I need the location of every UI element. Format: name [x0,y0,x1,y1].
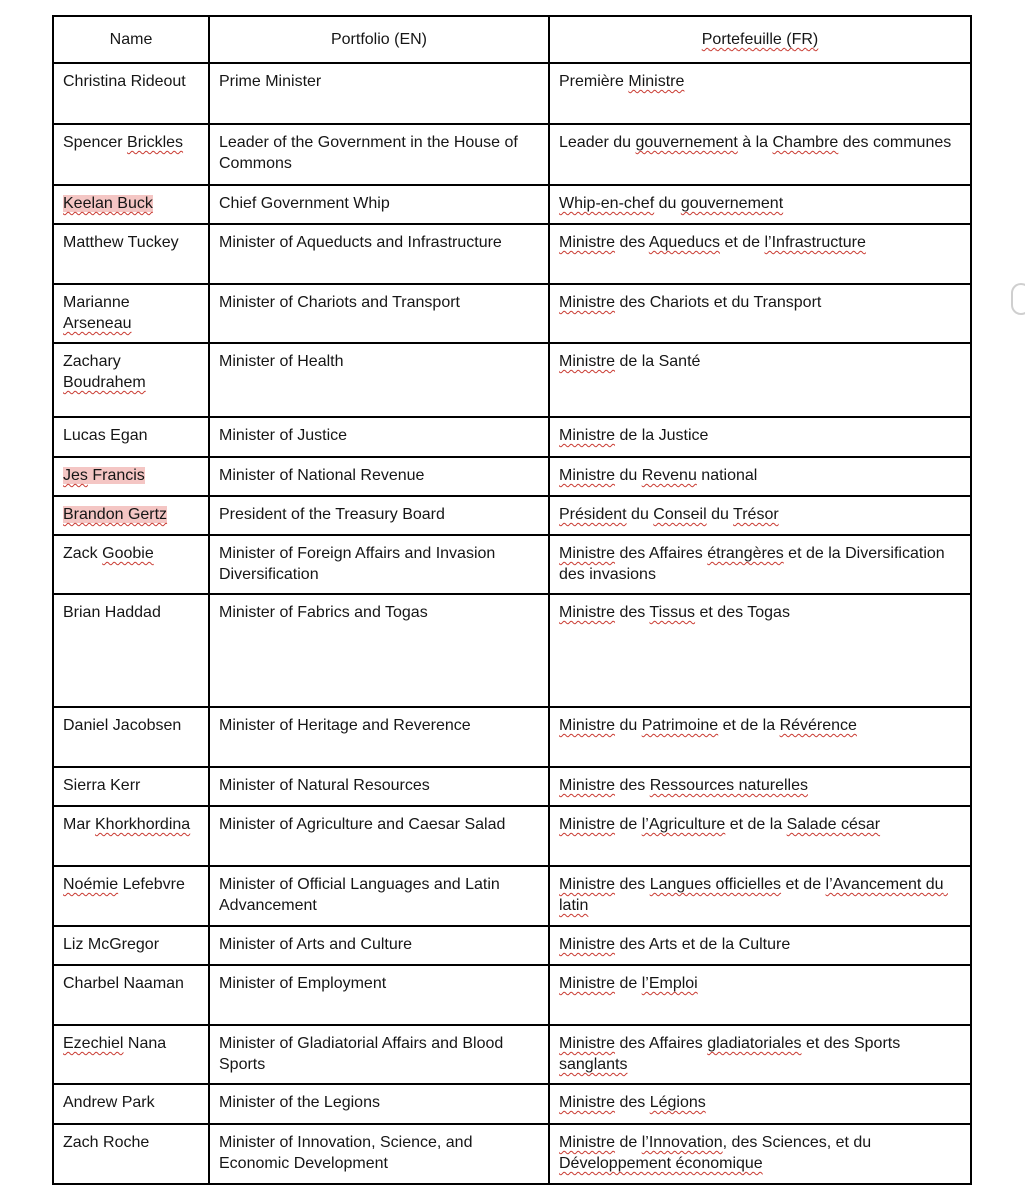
misspelled-text: Conseil [653,506,707,523]
table-row [53,926,971,965]
text-segment: Christina Rideout [63,73,186,90]
text-segment: Daniel Jacobsen [63,717,182,734]
text-segment: de la Justice [615,427,709,444]
misspelled-text: Ministre [559,1035,616,1052]
name-cell[interactable] [53,284,209,343]
text-segment: Minister of Aqueducts and Infrastructure [219,234,502,251]
name-cell[interactable] [53,124,209,185]
scrollbar-thumb[interactable] [1011,283,1025,315]
portfolio-en-cell[interactable] [209,767,549,806]
portfolio-fr-cell[interactable] [549,926,971,965]
misspelled-text: Ministre [559,294,616,311]
text-segment: du [615,717,642,734]
name-cell[interactable] [53,594,209,707]
text-segment: Chief Government Whip [219,195,390,212]
portfolio-fr-cell[interactable] [549,1124,971,1184]
text-segment: Portfolio (EN) [330,30,428,48]
text-segment: Minister of Justice [219,427,348,444]
portfolio-en-cell[interactable] [209,594,549,707]
misspelled-text: l’Innovation [641,1134,723,1151]
portfolio-en-cell[interactable] [209,417,549,457]
misspelled-text: Salade césar [786,816,881,833]
portfolio-fr-cell[interactable] [549,707,971,767]
text-segment: Nana [123,1035,167,1052]
text-segment: Minister of Health [219,353,344,370]
portfolio-en-cell[interactable] [209,806,549,866]
text-segment: des [615,1094,650,1111]
table-row [53,1084,971,1124]
text-segment: de [615,816,642,833]
text-segment: des Arts et de la Culture [615,936,791,953]
text-segment: et de [781,876,826,893]
misspelled-text: Aqueducs [648,234,720,251]
name-cell[interactable] [53,1025,209,1084]
portfolio-fr-cell[interactable] [549,124,971,185]
portfolio-en-cell[interactable] [209,866,549,926]
misspelled-text: Ministre [559,717,616,734]
text-segment: des communes [838,134,952,151]
name-cell[interactable] [53,63,209,124]
text-segment: et de [720,234,765,251]
text-segment: Zach Roche [63,1134,150,1151]
text-segment: de [615,1134,642,1151]
name-cell[interactable] [53,417,209,457]
misspelled-text: Révérence [779,717,857,734]
text-segment: Liz McGregor [63,936,160,953]
portfolio-fr-cell[interactable] [549,965,971,1025]
misspelled-text: Ministre [559,936,616,953]
misspelled-text: gladiatoriales [707,1035,802,1052]
portfolio-fr-cell[interactable] [549,63,971,124]
name-cell[interactable] [53,767,209,806]
text-segment: Mar [63,816,95,833]
misspelled-text: Patrimoine [641,717,719,734]
portfolio-en-cell[interactable] [209,63,549,124]
text-segment: Minister of Natural Resources [219,777,430,794]
text-segment: , des Sciences, et du [722,1134,876,1151]
misspelled-text: Noémie [63,876,119,893]
cabinet-table [52,15,972,1185]
text-segment: Andrew Park [63,1094,155,1111]
misspelled-text: Ministre [559,545,616,562]
portfolio-en-cell[interactable] [209,965,549,1025]
misspelled-text: Ministre [559,816,616,833]
header-row [53,16,971,63]
text-segment: et de la [718,717,780,734]
text-segment: Matthew Tuckey [63,234,179,251]
text-segment: Minister of Heritage and Reverence [219,717,471,734]
portfolio-en-cell[interactable] [209,496,549,535]
table-row [53,1025,971,1084]
highlighted-text: Brandon Gertz [63,506,168,523]
portfolio-en-cell[interactable] [209,707,549,767]
text-segment: Minister of National Revenue [219,467,425,484]
text-segment: Leader of the Government in the House of Commons [219,134,523,173]
table-row [53,496,971,535]
misspelled-text: l’Emploi [641,975,698,992]
text-segment: Spencer [63,134,128,151]
portfolio-en-cell[interactable] [209,124,549,185]
misspelled-text: Ministre [559,467,616,484]
misspelled-text: Ressources naturelles [649,777,808,794]
portfolio-en-cell[interactable] [209,457,549,496]
text-segment: des [615,777,650,794]
text-segment: Minister of the Legions [219,1094,380,1111]
portfolio-fr-cell[interactable] [549,535,971,594]
misspelled-text: Ezechiel [63,1035,124,1052]
misspelled-text: Khorkhordina [95,816,191,833]
text-segment: Minister of Chariots and Transport [219,294,460,311]
portfolio-en-cell[interactable] [209,535,549,594]
misspelled-text: Arseneau [63,315,132,333]
table-row [53,124,971,185]
misspelled-text: Ministre [628,73,685,90]
text-segment: de [615,975,642,992]
portfolio-fr-cell[interactable] [549,417,971,457]
misspelled-text: gouvernement [680,195,784,212]
portfolio-en-cell[interactable] [209,1124,549,1184]
name-cell[interactable] [53,457,209,496]
misspelled-text: Ministre [559,876,616,893]
misspelled-text: Trésor [733,506,779,523]
text-segment: du [654,195,681,212]
text-segment: Minister of Official Languages and Latin Advancement [219,876,504,915]
name-cell[interactable] [53,343,209,417]
table-row [53,1124,971,1184]
table-row [53,63,971,124]
text-segment: Lefebvre [118,876,185,893]
portfolio-fr-cell[interactable] [549,1025,971,1084]
misspelled-text: Goobie [102,545,154,562]
table-body [53,63,971,1184]
text-segment: du [626,506,654,523]
text-segment: President of the Treasury Board [219,506,445,523]
misspelled-text: Ministre [559,777,616,794]
misspelled-text: l’Infrastructure [764,234,866,251]
table-row [53,806,971,866]
text-segment: Minister of Agriculture and Caesar Salad [219,816,506,833]
text-segment: des [615,604,650,621]
text-segment: Minister of Foreign Affairs and Invasion Diversification [219,545,500,584]
text-segment: Zachary [63,353,126,370]
portfolio-fr-cell[interactable] [549,284,971,343]
text-segment: du [615,467,642,484]
portfolio-en-cell[interactable] [209,1025,549,1084]
misspelled-text: Chambre [772,134,839,151]
text-segment: Minister of Employment [219,975,387,992]
portfolio-en-cell[interactable] [209,926,549,965]
portfolio-fr-cell[interactable] [549,866,971,926]
misspelled-text: l’Agriculture [641,816,726,833]
table-row [53,417,971,457]
table-row [53,185,971,224]
portfolio-fr-cell[interactable] [549,224,971,284]
portfolio-en-cell[interactable] [209,1084,549,1124]
table-row [53,866,971,926]
table-header [53,16,971,63]
table-row [53,767,971,806]
text-segment: des Affaires [615,1035,708,1052]
portfolio-fr-cell[interactable] [549,457,971,496]
portfolio-fr-cell[interactable] [549,767,971,806]
table-row [53,535,971,594]
name-cell[interactable] [53,965,209,1025]
misspelled-text: Ministre [559,604,616,621]
name-cell[interactable] [53,1084,209,1124]
table-row [53,343,971,417]
misspelled-text: Portefeuille (FR) [701,30,819,48]
text-segment: Minister of Gladiatorial Affairs and Blood Sports [219,1035,508,1074]
portfolio-fr-cell[interactable] [549,806,971,866]
column-header[interactable] [549,16,971,63]
misspelled-text: sanglants [559,1056,628,1074]
name-cell[interactable] [53,806,209,866]
text-segment: des [615,234,649,251]
name-cell[interactable] [53,496,209,535]
misspelled-text: Ministre [559,234,616,251]
misspelled-text: Whip-en-chef [559,195,655,212]
misspelled-text: Ministre [559,1094,616,1111]
table-row [53,707,971,767]
text-segment: Brian Haddad [63,604,161,621]
text-segment: des Affaires [615,545,708,562]
misspelled-text: Tissus [649,604,696,621]
text-segment: et des Sports [801,1035,905,1052]
table-row [53,965,971,1025]
name-cell[interactable] [53,926,209,965]
misspelled-text: Brickles [127,134,184,151]
misspelled-text: Boudrahem [63,374,146,392]
portfolio-en-cell[interactable] [209,343,549,417]
text-segment: des [615,876,650,893]
text-segment: et de la [725,816,787,833]
highlighted-text: Keelan Buck [63,195,153,212]
misspelled-text: Revenu [641,467,697,484]
portfolio-fr-cell[interactable] [549,1084,971,1124]
text-segment: Name [109,30,153,48]
name-cell[interactable] [53,535,209,594]
text-segment: des Chariots et du Transport [615,294,822,311]
column-header[interactable] [209,16,549,63]
text-segment: Minister of Arts and Culture [219,936,412,953]
text-segment: Lucas Egan [63,427,148,444]
misspelled-text: Développement économique [559,1155,763,1173]
text-segment: Première [559,73,629,90]
portfolio-en-cell[interactable] [209,185,549,224]
highlighted-text: Francis [87,467,145,484]
text-segment: de la Santé [615,353,701,370]
name-cell[interactable] [53,1124,209,1184]
text-segment: Minister of Fabrics and Togas [219,604,428,621]
portfolio-fr-cell[interactable] [549,496,971,535]
text-segment: Leader du [559,134,636,151]
misspelled-text: Langues officielles [649,876,782,893]
misspelled-text: Ministre [559,353,616,370]
text-segment: Marianne [63,294,134,311]
table-row [53,457,971,496]
text-segment: et des Togas [695,604,790,621]
name-cell[interactable] [53,866,209,926]
text-segment: Sierra Kerr [63,777,141,794]
misspelled-text: Ministre [559,427,616,444]
misspelled-text: gouvernement [635,134,738,151]
name-cell[interactable] [53,185,209,224]
portfolio-en-cell[interactable] [209,224,549,284]
text-segment: Prime Minister [219,73,322,90]
misspelled-text: Légions [649,1094,706,1111]
text-segment: du [706,506,734,523]
portfolio-en-cell[interactable] [209,284,549,343]
text-segment: et de la Diversification des invasions [559,545,950,584]
misspelled-text: l’Avancement du latin [559,876,948,915]
highlighted-text: Jes [63,467,88,484]
table-row [53,284,971,343]
table-row [53,594,971,707]
misspelled-text: Ministre [559,1134,616,1151]
portfolio-fr-cell[interactable] [549,343,971,417]
table-row [53,224,971,284]
text-segment: Zack [63,545,103,562]
portfolio-fr-cell[interactable] [549,594,971,707]
text-segment: national [696,467,758,484]
text-segment: à la [737,134,773,151]
portfolio-fr-cell[interactable] [549,185,971,224]
text-segment: Minister of Innovation, Science, and Economic Development [219,1134,477,1173]
text-segment: Charbel Naaman [63,975,184,992]
name-cell[interactable] [53,707,209,767]
misspelled-text: étrangères [707,545,784,562]
name-cell[interactable] [53,224,209,284]
misspelled-text: Président [559,506,627,523]
column-header[interactable] [53,16,209,63]
misspelled-text: Ministre [559,975,616,992]
